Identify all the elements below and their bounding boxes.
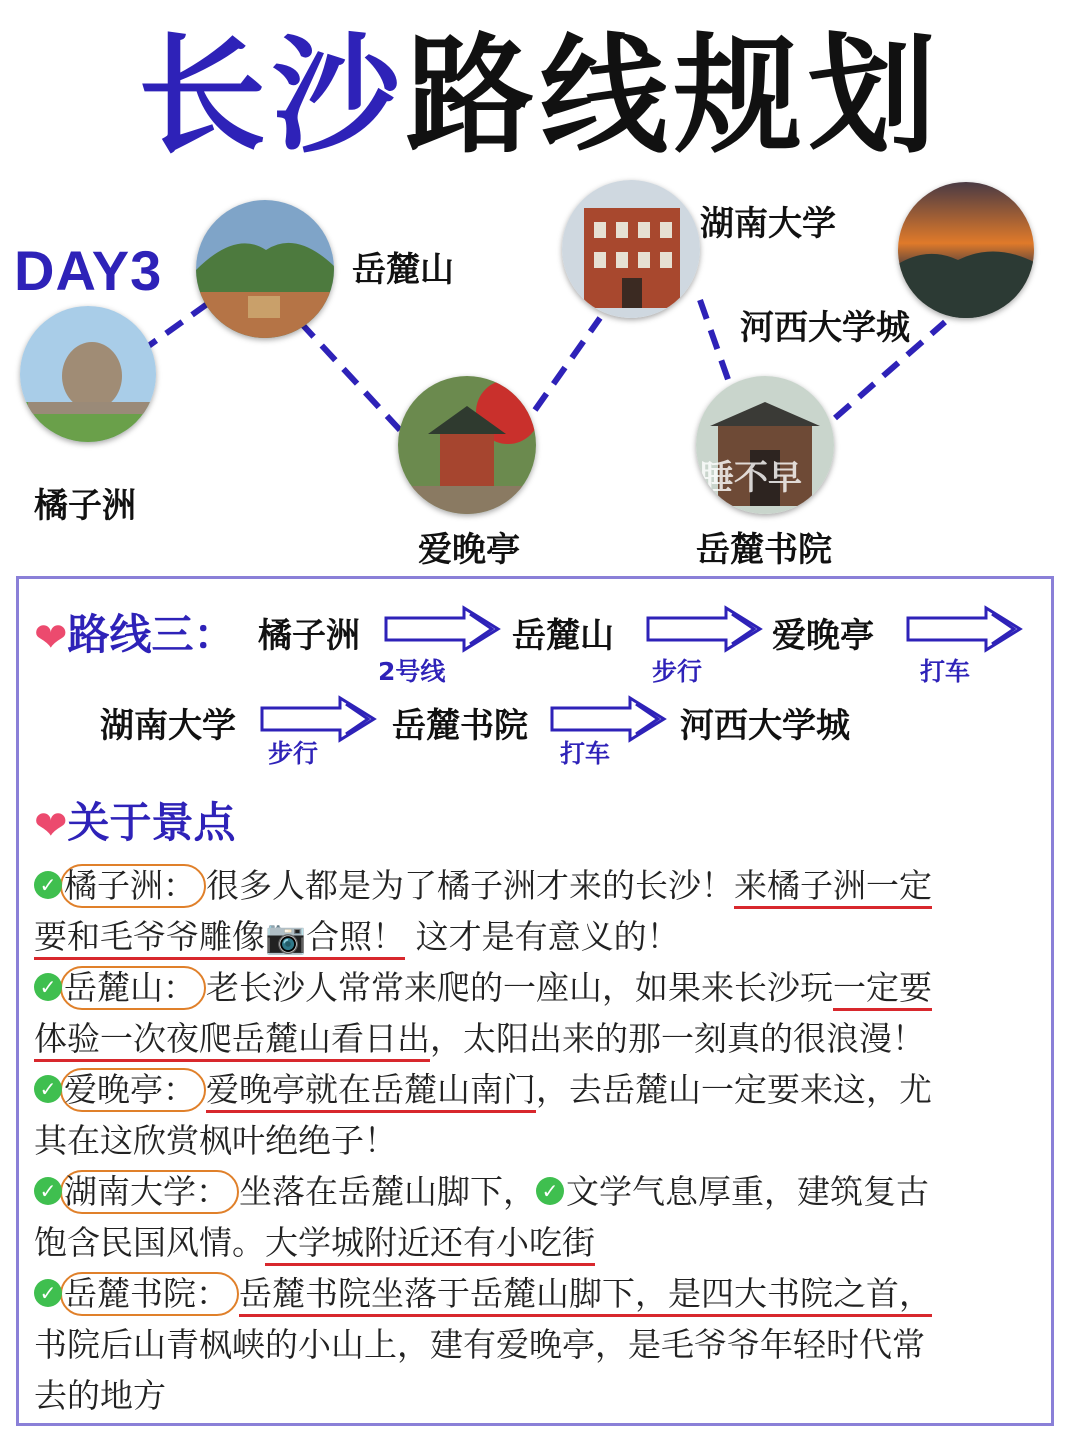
about-list: ✓ 橘子洲： 很多人都是为了橘子洲才来的长沙！来橘子洲一定 要和毛爷爷雕像📷合照！ 这才是有意义的！ ✓ 岳麓山： 老长沙人常常来爬的一座山，如果来长沙玩一定要 体验一次夜爬岳麓山看日出，太阳出来的那一刻真的很浪漫！ ✓ 爱晚亭： 爱晚亭就在岳麓山南门，去岳麓山一定要来这，尤 其在这欣赏枫叶绝绝子！ ✓ 湖南大学： 坐落在岳麓山脚下， ✓ 文学气息厚重，建筑复古 饱含民国风情。大学城附近还有小吃街 ✓ 岳麓书院： 岳麓书院坐落于岳麓山脚下，是四大书院之首， 书院后山青枫峡的小山上，建有爱晚亭，是毛爷爷年轻时代常 去的地方: [34, 860, 1034, 1421]
aiwan-pavilion-photo: [398, 376, 536, 514]
heart-icon: ❤: [34, 802, 68, 849]
about-heading: ❤关于景点: [34, 798, 236, 849]
double-arrow-icon: [644, 604, 764, 654]
spot-name: 湖南大学：: [60, 1170, 239, 1214]
route-stop: 岳麓书院: [392, 706, 528, 746]
route-stop: 河西大学城: [680, 706, 850, 746]
day-label: DAY3: [14, 239, 163, 302]
spot-label-hunan-university: 湖南大学: [700, 204, 836, 244]
page-title: 长沙路线规划: [137, 22, 943, 171]
camera-icon: 📷: [265, 917, 306, 960]
spot-name: 岳麓书院：: [60, 1272, 239, 1316]
route-stop: 湖南大学: [100, 706, 236, 746]
hexi-university-town-photo: [898, 182, 1034, 318]
list-item: ✓ 橘子洲： 很多人都是为了橘子洲才来的长沙！来橘子洲一定: [34, 860, 1034, 911]
spot-name: 爱晚亭：: [60, 1068, 206, 1112]
list-item: ✓ 岳麓山： 老长沙人常常来爬的一座山，如果来长沙玩一定要: [34, 962, 1034, 1013]
check-icon: ✓: [34, 871, 62, 899]
check-icon: ✓: [34, 1075, 62, 1103]
spot-label-yuelu-mountain: 岳麓山: [352, 250, 454, 290]
spot-label-orange-isle: 橘子洲: [34, 486, 136, 526]
transit-mode-label: 步行: [268, 739, 319, 768]
list-item: ✓ 岳麓书院： 岳麓书院坐落于岳麓山脚下，是四大书院之首，: [34, 1268, 1034, 1319]
transit-mode-label: 打车: [560, 739, 611, 768]
double-arrow-icon: [382, 604, 502, 654]
transit-mode-label: 打车: [920, 657, 971, 686]
route-stop: 爱晚亭: [772, 616, 874, 656]
transit-mode-label: 步行: [652, 657, 703, 686]
heart-icon: ❤: [34, 614, 68, 661]
list-item: ✓ 爱晚亭： 爱晚亭就在岳麓山南门，去岳麓山一定要来这，尤: [34, 1064, 1034, 1115]
check-icon: ✓: [34, 1279, 62, 1307]
check-icon: ✓: [34, 973, 62, 1001]
spot-label-aiwan-pavilion: 爱晚亭: [418, 530, 520, 570]
spot-label-yuelu-academy: 岳麓书院: [696, 530, 832, 570]
route-stop: 岳麓山: [512, 616, 614, 656]
orange-isle-photo: [20, 306, 156, 442]
check-icon: ✓: [536, 1177, 564, 1205]
hunan-university-photo: [562, 180, 700, 318]
photo-watermark: 睡不早: [700, 458, 802, 498]
route-heading: ❤路线三：: [34, 610, 236, 661]
transit-mode-label: 2号线: [378, 657, 446, 686]
list-item: ✓ 湖南大学： 坐落在岳麓山脚下， ✓ 文学气息厚重，建筑复古: [34, 1166, 1034, 1217]
yuelu-mountain-photo: [196, 200, 334, 338]
spot-name: 橘子洲：: [60, 864, 206, 908]
spot-name: 岳麓山：: [60, 966, 206, 1010]
check-icon: ✓: [34, 1177, 62, 1205]
yuelu-academy-photo: [696, 376, 834, 514]
double-arrow-icon: [904, 604, 1024, 654]
spot-label-hexi-university-town: 河西大学城: [740, 308, 910, 348]
route-stop: 橘子洲: [258, 616, 360, 656]
